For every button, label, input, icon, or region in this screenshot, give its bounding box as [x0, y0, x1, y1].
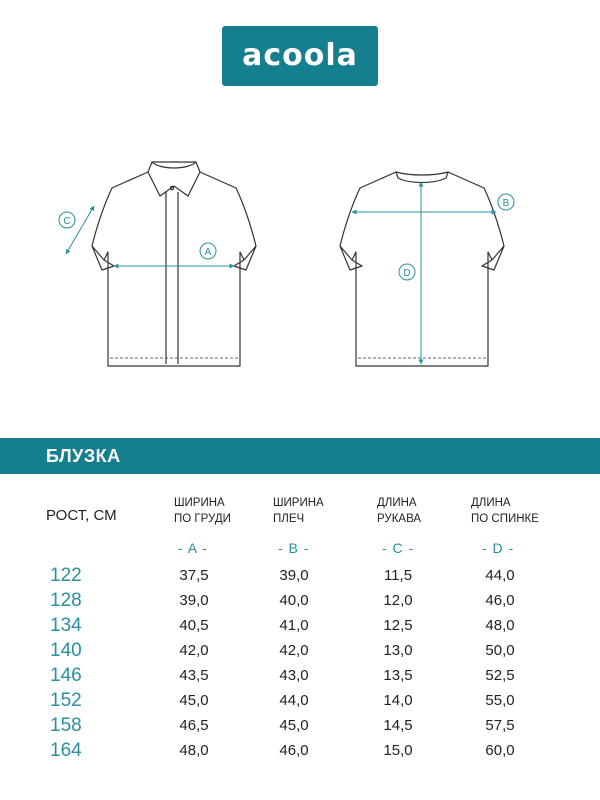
brand-logo	[222, 26, 378, 86]
table-row	[0, 738, 600, 763]
header-back-length-line1: ДЛИНА	[471, 497, 511, 509]
cell-a: 45,0	[179, 692, 209, 709]
back-view-drawing	[340, 172, 504, 366]
table-row	[0, 563, 600, 588]
cell-d: 48,0	[485, 617, 515, 634]
cell-c: 13,0	[383, 642, 413, 659]
garment-drawings	[0, 150, 600, 380]
cell-b: 46,0	[279, 742, 309, 759]
header-back-length-line2: ПО СПИНКЕ	[471, 513, 539, 525]
cell-a: 48,0	[179, 742, 209, 759]
cell-a: 42,0	[179, 642, 209, 659]
table-row	[0, 588, 600, 613]
code-c: - C -	[382, 540, 415, 556]
cell-d: 44,0	[485, 567, 515, 584]
code-a: - A -	[178, 540, 208, 556]
header-height	[46, 508, 117, 524]
header-sleeve-length	[377, 495, 421, 527]
cell-a: 40,5	[179, 617, 209, 634]
row-height: 140	[50, 640, 82, 661]
table-row	[0, 663, 600, 688]
cell-b: 44,0	[279, 692, 309, 709]
code-d: - D -	[482, 540, 515, 556]
front-view-drawing	[92, 162, 256, 366]
cell-d: 60,0	[485, 742, 515, 759]
header-chest-width-line2: ПО ГРУДИ	[174, 513, 231, 525]
cell-c: 15,0	[383, 742, 413, 759]
cell-a: 39,0	[179, 592, 209, 609]
code-b: - B -	[278, 540, 310, 556]
header-sleeve-length-line2: РУКАВА	[377, 513, 422, 525]
row-height: 146	[50, 665, 82, 686]
header-height-label: РОСТ, СМ	[46, 507, 117, 524]
cell-a: 46,5	[179, 717, 209, 734]
cell-c: 14,5	[383, 717, 413, 734]
header-shoulder-width-line1: ШИРИНА	[273, 497, 324, 509]
cell-b: 40,0	[279, 592, 309, 609]
row-height: 158	[50, 715, 82, 736]
cell-c: 13,5	[383, 667, 413, 684]
table-row	[0, 688, 600, 713]
row-height: 134	[50, 615, 82, 636]
header-sleeve-length-line1: ДЛИНА	[377, 497, 417, 509]
marker-a-label: A	[204, 247, 212, 258]
row-height: 128	[50, 590, 82, 611]
header-back-length	[471, 495, 539, 527]
cell-c: 12,0	[383, 592, 413, 609]
cell-d: 55,0	[485, 692, 515, 709]
cell-d: 52,5	[485, 667, 515, 684]
marker-d-label: D	[403, 268, 411, 279]
section-title: БЛУЗКА	[46, 446, 121, 466]
cell-a: 43,5	[179, 667, 209, 684]
table-row	[0, 638, 600, 663]
header-shoulder-width-line2: ПЛЕЧ	[273, 513, 305, 525]
cell-b: 39,0	[279, 567, 309, 584]
header-shoulder-width	[273, 495, 324, 527]
cell-b: 43,0	[279, 667, 309, 684]
table-row	[0, 713, 600, 738]
row-height: 164	[50, 740, 82, 761]
table-row	[0, 613, 600, 638]
row-height: 152	[50, 690, 82, 711]
cell-c: 12,5	[383, 617, 413, 634]
row-height: 122	[50, 565, 82, 586]
cell-d: 46,0	[485, 592, 515, 609]
cell-c: 11,5	[383, 567, 413, 584]
cell-d: 50,0	[485, 642, 515, 659]
brand-logo-text: acoola	[242, 38, 358, 73]
cell-a: 37,5	[179, 567, 209, 584]
header-chest-width	[174, 495, 231, 527]
cell-b: 41,0	[279, 617, 309, 634]
header-chest-width-line1: ШИРИНА	[174, 497, 225, 509]
cell-d: 57,5	[485, 717, 515, 734]
cell-b: 42,0	[279, 642, 309, 659]
marker-b-label: B	[502, 198, 510, 209]
cell-b: 45,0	[279, 717, 309, 734]
section-title-bar	[0, 438, 600, 474]
cell-c: 14,0	[383, 692, 413, 709]
marker-c-label: C	[63, 216, 71, 227]
